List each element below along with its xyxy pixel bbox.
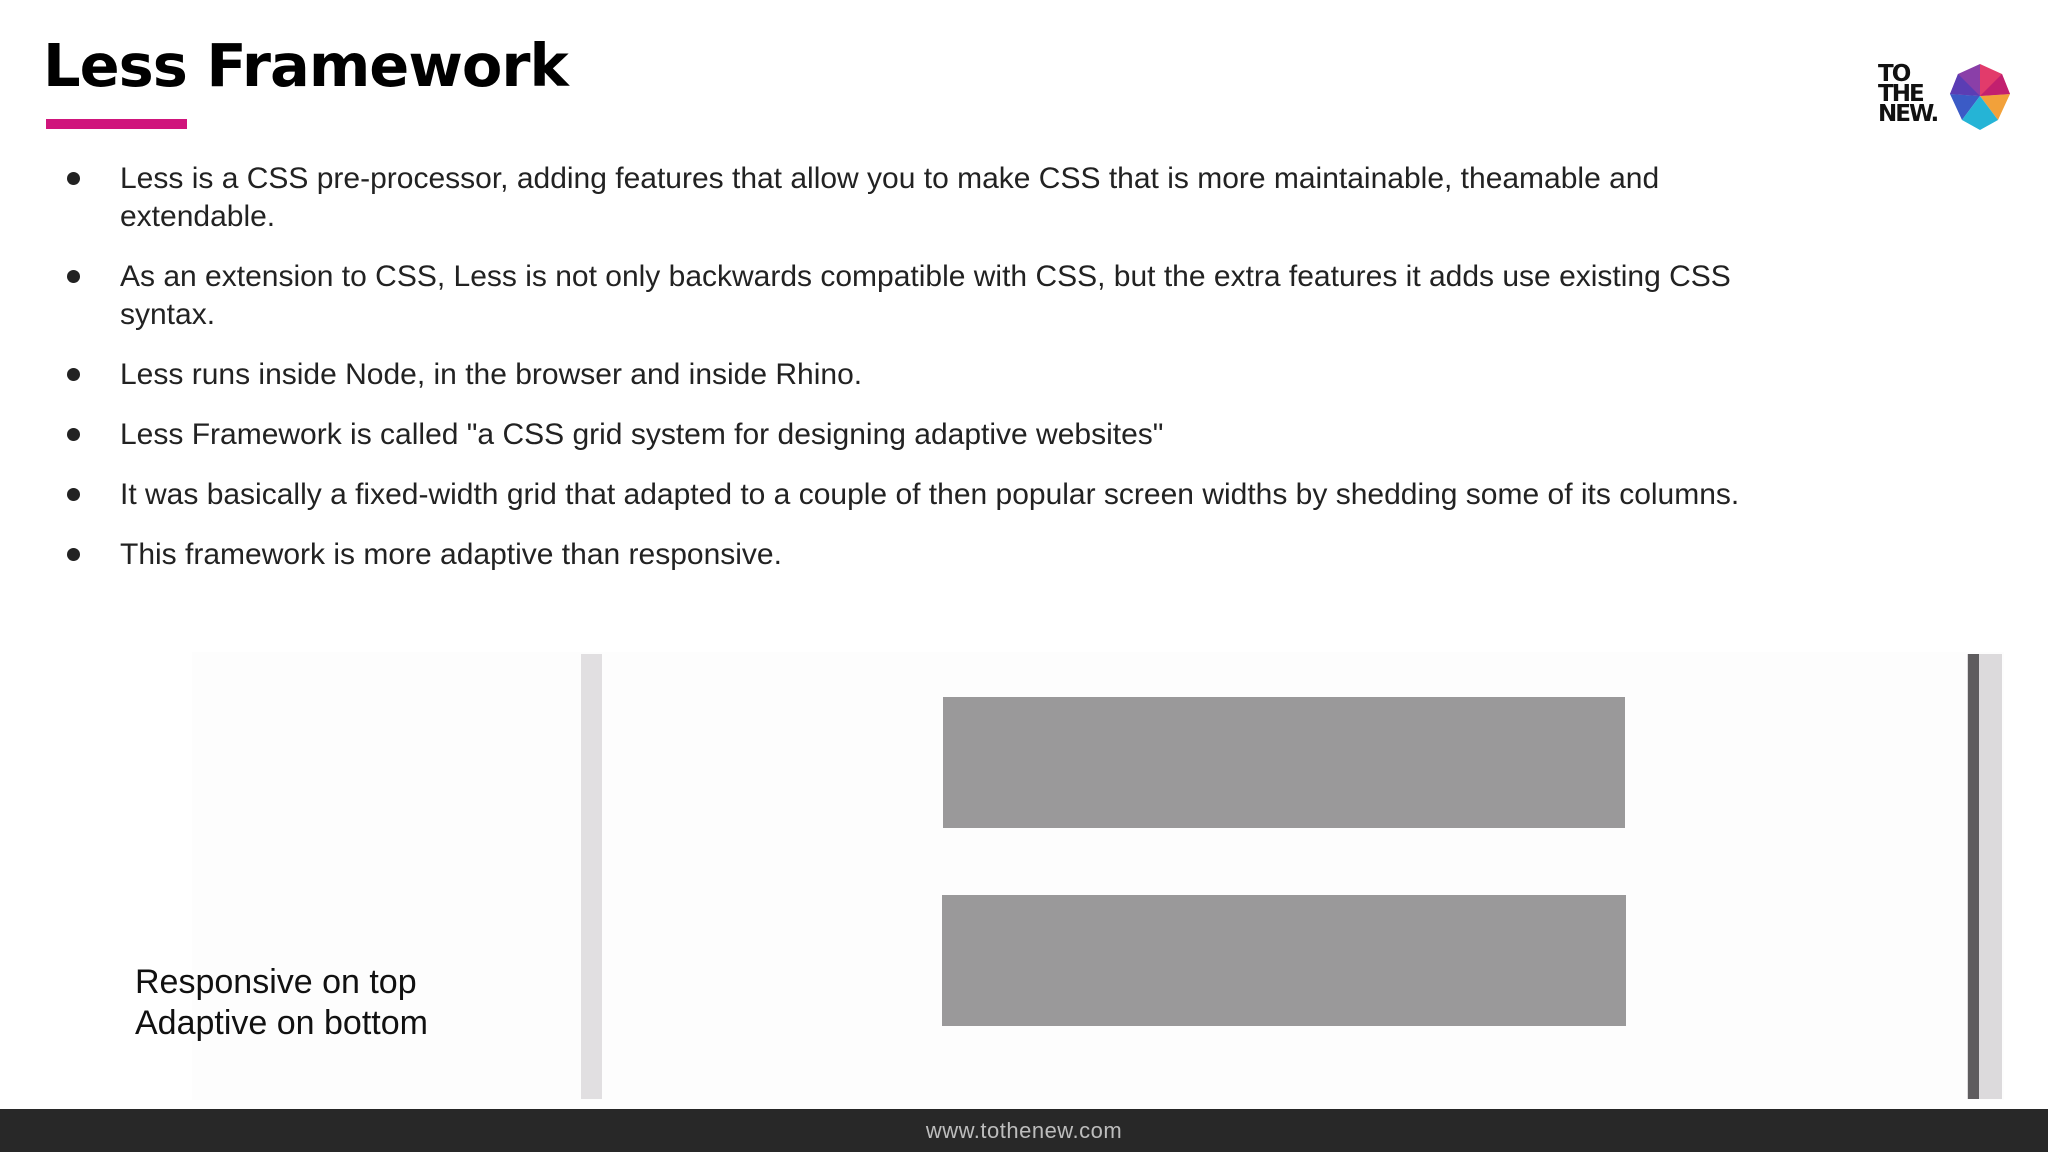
list-item [66,160,1766,236]
logo-line: NEW. [1878,101,1938,127]
bullet-text: Less runs inside Node, in the browser and inside Rhino. [120,358,863,391]
demo-caption [135,962,428,1044]
bullet-list [66,160,1766,596]
bullet-text: It was basically a fixed-width grid that adapted to a couple of then popular screen widths by shedding some of its columns. [120,478,1740,511]
bullet-dot [67,488,80,501]
bullet-text: As an extension to CSS, Less is not only backwards compatible with CSS, but the extra features it adds use existing CSS syntax. [120,260,1731,331]
logo-line: TO [1878,61,1910,87]
viewport-left-edge [581,654,602,1099]
slide-title: Less Framework [43,31,568,100]
footer-url: www.tothenew.com [925,1118,1123,1143]
footer-bar [0,1109,2048,1152]
logo-line: THE [1878,81,1923,107]
list-item [66,476,1766,514]
bullet-text: Less Framework is called "a CSS grid system for designing adaptive websites" [120,418,1164,451]
bullet-dot [67,172,80,185]
logo-wordmark [1878,61,1938,127]
bullet-dot [67,368,80,381]
list-item [66,258,1766,334]
title-underline [46,119,187,129]
gem-icon [1950,64,2010,130]
responsive-layout-box [943,697,1625,828]
viewport-resize-handle [1968,654,1979,1099]
company-logo [1878,62,2012,134]
bullet-dot [67,548,80,561]
caption-line-responsive: Responsive on top [135,963,417,1001]
adaptive-layout-box [942,895,1626,1026]
bullet-dot [67,270,80,283]
list-item [66,416,1766,454]
bullet-dot [67,428,80,441]
caption-line-adaptive: Adaptive on bottom [135,1004,428,1042]
bullet-text: This framework is more adaptive than responsive. [120,538,782,571]
list-item [66,356,1766,394]
list-item [66,536,1766,574]
bullet-text: Less is a CSS pre-processor, adding features that allow you to make CSS that is more maintainable, theamable and extendable. [120,162,1660,233]
